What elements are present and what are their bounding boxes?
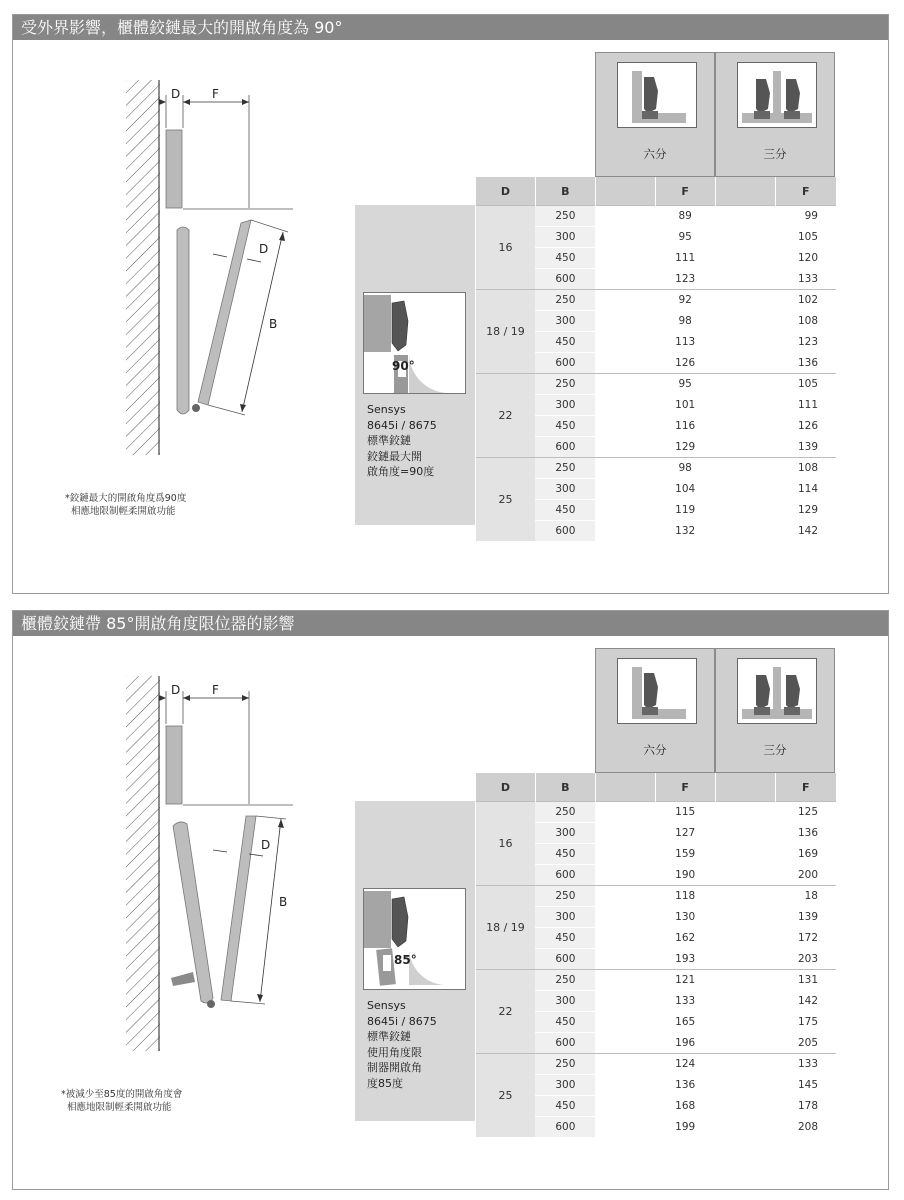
half-overlay-label: 六分 [643,743,667,757]
b-value: 600 [535,1117,595,1138]
f-half-value: 118 [655,886,715,907]
f-third-value: 133 [775,269,836,290]
angle-90-label: 90° [392,359,415,373]
f-third-value: 142 [775,991,836,1012]
f-half-value: 196 [655,1033,715,1054]
d-value: 16 [476,206,536,290]
header-d: D [476,177,536,206]
product-panel [355,205,475,525]
f-third-value: 175 [775,1012,836,1033]
angle-85-label: 85° [394,953,417,967]
header-d: D [476,773,536,802]
f-half-value: 159 [655,844,715,865]
label-b: B [269,317,278,331]
f-half-value: 95 [655,374,715,395]
f-half-value: 111 [655,248,715,269]
f-third-value: 126 [775,416,836,437]
label-d-door: D [261,838,271,852]
f-half-value: 116 [655,416,715,437]
label-f: F [212,683,219,697]
f-half-value: 130 [655,907,715,928]
f-half-value: 190 [655,865,715,886]
f-third-value: 123 [775,332,836,353]
f-third-value: 136 [775,353,836,374]
b-value: 450 [535,1012,595,1033]
third-overlay-hinge-icon [737,658,817,724]
product-panel [355,801,475,1121]
b-value: 300 [535,991,595,1012]
half-overlay-label: 六分 [643,147,667,161]
overlay-half-icon-box [595,52,715,177]
b-value: 300 [535,479,595,500]
b-value: 450 [535,332,595,353]
f-third-value: 99 [775,206,836,227]
b-value: 250 [535,458,595,479]
f-third-value: 102 [775,290,836,311]
desc-line: 標準鉸鏈 [367,1030,411,1043]
f-third-value: 142 [775,521,836,542]
f-third-value: 131 [775,970,836,991]
f-half-value: 123 [655,269,715,290]
header-f-third: F [775,177,836,206]
f-third-value: 139 [775,437,836,458]
footnote: *被減少至85度的開啟角度會 相應地限制輕柔開啟功能 [61,1089,183,1113]
b-value: 600 [535,1033,595,1054]
label-d: D [171,683,181,697]
f-third-value: 208 [775,1117,836,1138]
f-third-value: 125 [775,802,836,823]
f-third-value: 114 [775,479,836,500]
desc-line: Sensys [367,999,406,1012]
third-overlay-label: 三分 [763,147,787,161]
b-value: 300 [535,395,595,416]
f-half-value: 132 [655,521,715,542]
b-value: 250 [535,802,595,823]
desc-line: 8645i / 8675 [367,418,437,432]
f-third-value: 145 [775,1075,836,1096]
f-third-value: 203 [775,949,836,970]
label-b: B [279,895,288,909]
b-value: 450 [535,500,595,521]
third-overlay-hinge-icon [737,62,817,128]
header-f-third: F [775,773,836,802]
b-value: 300 [535,907,595,928]
b-value: 300 [535,311,595,332]
f-half-value: 115 [655,802,715,823]
label-f: F [212,87,219,101]
b-value: 300 [535,823,595,844]
hinge-opening-diagram [13,40,343,560]
b-value: 250 [535,206,595,227]
d-value: 22 [476,374,536,458]
half-overlay-hinge-icon [617,62,697,128]
f-third-value: 133 [775,1054,836,1075]
f-half-value: 101 [655,395,715,416]
hinge-opening-diagram [13,636,343,1156]
b-value: 450 [535,1096,595,1117]
b-value: 600 [535,521,595,542]
section-90-degree [12,14,889,594]
d-value: 25 [476,458,536,542]
desc-line: 鉸鏈最大開 [367,449,422,463]
b-value: 450 [535,928,595,949]
f-half-value: 124 [655,1054,715,1075]
d-value: 25 [476,1054,536,1138]
d-value: 18 / 19 [476,886,536,970]
b-value: 600 [535,353,595,374]
f-third-value: 120 [775,248,836,269]
product-description [367,402,437,480]
f-half-value: 133 [655,991,715,1012]
desc-line: 度85度 [367,1076,403,1090]
header-b: B [535,177,595,206]
label-d: D [171,87,181,101]
b-value: 250 [535,290,595,311]
f-half-value: 168 [655,1096,715,1117]
table-body [476,802,837,1138]
b-value: 600 [535,269,595,290]
f-half-value: 89 [655,206,715,227]
b-value: 600 [535,949,595,970]
b-value: 600 [535,437,595,458]
b-value: 250 [535,886,595,907]
b-value: 300 [535,1075,595,1096]
dimension-table [475,177,836,541]
hinge-90-image [363,292,466,394]
f-third-value: 18 [775,886,836,907]
f-half-value: 121 [655,970,715,991]
b-value: 450 [535,248,595,269]
f-third-value: 111 [775,395,836,416]
f-half-value: 193 [655,949,715,970]
header-b: B [535,773,595,802]
b-value: 450 [535,844,595,865]
f-half-value: 129 [655,437,715,458]
f-half-value: 136 [655,1075,715,1096]
f-third-value: 205 [775,1033,836,1054]
header-f-half: F [655,177,715,206]
overlay-half-icon-box [595,648,715,773]
f-half-value: 126 [655,353,715,374]
dimension-table [475,773,836,1137]
product-description [367,998,437,1091]
f-third-value: 108 [775,311,836,332]
section-title: 受外界影響，櫃體鉸鏈最大的開啟角度為 90° [13,15,888,40]
footnote: *鉸鏈最大的開啟角度爲90度 相應地限制輕柔開啟功能 [65,493,187,517]
b-value: 250 [535,970,595,991]
d-value: 22 [476,970,536,1054]
header-f-half: F [655,773,715,802]
f-third-value: 200 [775,865,836,886]
d-value: 16 [476,802,536,886]
f-half-value: 92 [655,290,715,311]
f-half-value: 199 [655,1117,715,1138]
f-half-value: 127 [655,823,715,844]
desc-line: 標準鉸鏈 [367,434,411,447]
desc-line: 使用角度限 [367,1045,422,1059]
third-overlay-label: 三分 [763,743,787,757]
f-third-value: 169 [775,844,836,865]
desc-line: 制器開啟角 [367,1061,422,1074]
table-body [476,206,837,542]
desc-line: 8645i / 8675 [367,1014,437,1028]
b-value: 450 [535,416,595,437]
f-third-value: 105 [775,374,836,395]
b-value: 600 [535,865,595,886]
half-overlay-hinge-icon [617,658,697,724]
f-third-value: 136 [775,823,836,844]
label-d-door: D [259,242,269,256]
f-half-value: 162 [655,928,715,949]
f-third-value: 105 [775,227,836,248]
f-third-value: 178 [775,1096,836,1117]
b-value: 250 [535,374,595,395]
f-half-value: 98 [655,458,715,479]
f-half-value: 104 [655,479,715,500]
d-value: 18 / 19 [476,290,536,374]
f-third-value: 108 [775,458,836,479]
f-third-value: 172 [775,928,836,949]
f-half-value: 113 [655,332,715,353]
f-half-value: 98 [655,311,715,332]
b-value: 250 [535,1054,595,1075]
section-title: 櫃體鉸鏈帶 85°開啟角度限位器的影響 [13,611,888,636]
f-third-value: 129 [775,500,836,521]
hinge-85-image [363,888,466,990]
b-value: 300 [535,227,595,248]
f-half-value: 165 [655,1012,715,1033]
overlay-third-icon-box [715,52,835,177]
f-third-value: 139 [775,907,836,928]
desc-line: 啟角度=90度 [367,465,435,478]
overlay-third-icon-box [715,648,835,773]
desc-line: Sensys [367,403,406,416]
f-half-value: 119 [655,500,715,521]
section-85-degree [12,610,889,1190]
f-half-value: 95 [655,227,715,248]
